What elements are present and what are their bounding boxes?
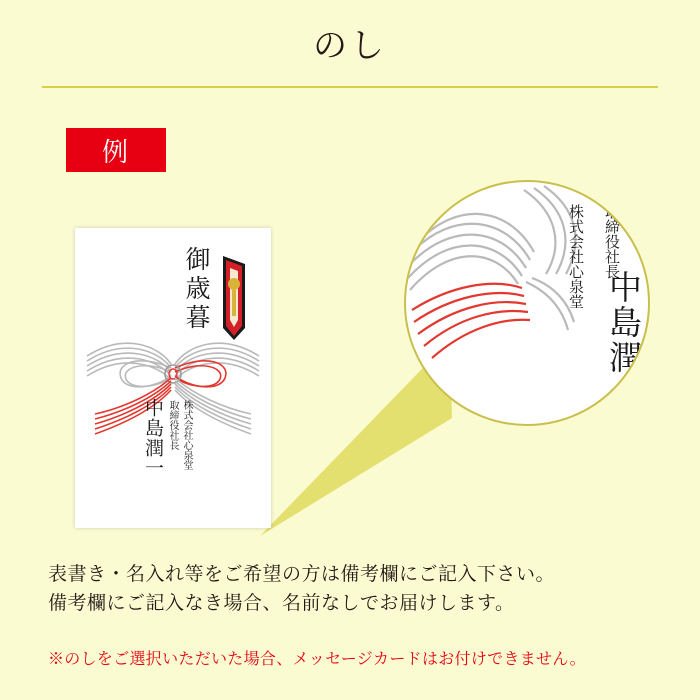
- caution-text: ※のしをご選択いただいた場合、メッセージカードはお付けできません。: [48, 651, 586, 668]
- noshi-illustration: [75, 228, 271, 528]
- page-title: のし: [313, 28, 387, 65]
- noshi-sample-card: [75, 228, 271, 528]
- magnified-role-text: 取締役社長: [603, 204, 619, 279]
- magnified-company-text: 株式会社心泉堂: [567, 204, 583, 309]
- instruction-line-1: 表書き・名入れ等をご希望の方は備考欄にご記入下さい。: [48, 564, 556, 585]
- instruction-line-2: 備考欄にご記入なき場合、名前なしでお届けします。: [48, 593, 515, 615]
- noshi-role-text: 取締役社長: [167, 400, 178, 450]
- mag-mizuhiki-red: [412, 284, 530, 358]
- example-badge: 例: [66, 128, 166, 172]
- noshi-title-text: 御歳暮: [182, 246, 209, 333]
- noshi-name-text: 中島潤一: [142, 398, 163, 478]
- magnified-name-text: 中島潤一: [604, 270, 640, 410]
- noshi-ornament: [223, 256, 245, 340]
- mizuhiki-silver: [87, 343, 259, 380]
- noshi-company-text: 株式会社心泉堂: [181, 400, 192, 470]
- magnified-view: [404, 180, 650, 426]
- title-divider: [42, 86, 658, 88]
- mag-mizuhiki-silver-upper: [408, 186, 575, 290]
- instruction-text: [48, 560, 668, 619]
